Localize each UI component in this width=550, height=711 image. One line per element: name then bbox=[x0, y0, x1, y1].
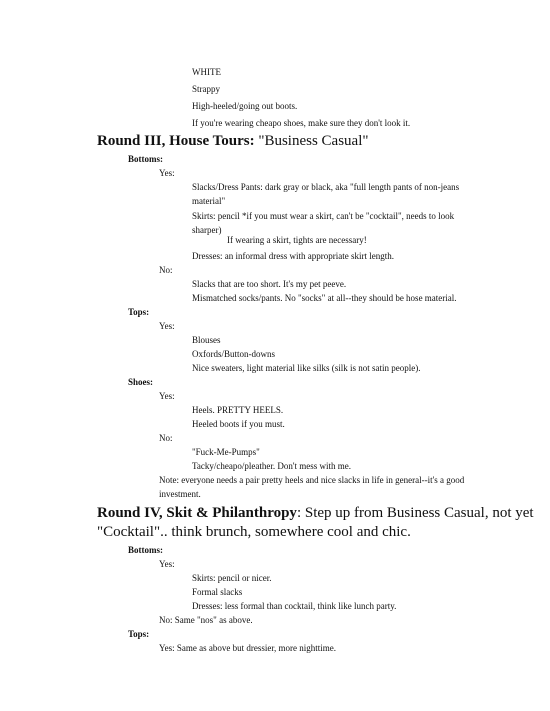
category-label-tops: Tops: bbox=[128, 307, 150, 317]
list-item: Oxfords/Button-downs bbox=[192, 349, 275, 359]
list-item: sharper) bbox=[192, 225, 222, 235]
yes-label: Yes: bbox=[159, 391, 175, 401]
no-line: No: Same "nos" as above. bbox=[159, 615, 253, 625]
list-item: Strappy bbox=[192, 84, 220, 94]
yes-line: Yes: Same as above but dressier, more nighttime. bbox=[159, 643, 336, 653]
no-label: No: bbox=[159, 433, 173, 443]
list-item: WHITE bbox=[192, 67, 221, 77]
yes-label: Yes: bbox=[159, 321, 175, 331]
note-text: investment. bbox=[159, 489, 201, 499]
heading-rest: : Step up from Business Casual, not yet bbox=[296, 505, 534, 521]
list-item: Heels. PRETTY HEELS. bbox=[192, 405, 284, 415]
list-item: Formal slacks bbox=[192, 587, 243, 597]
list-item: Blouses bbox=[192, 335, 221, 345]
list-item: Dresses: an informal dress with appropriate skirt length. bbox=[192, 251, 394, 261]
list-item: "Fuck-Me-Pumps" bbox=[192, 447, 260, 457]
note-text: Note: everyone needs a pair pretty heels and nice slacks in life in general--it's a good bbox=[159, 475, 465, 485]
list-item: Slacks/Dress Pants: dark gray or black, aka "full length pants of non-jeans bbox=[192, 182, 460, 192]
list-item: Skirts: pencil or nicer. bbox=[192, 573, 272, 583]
list-item: Slacks that are too short. It's my pet peeve. bbox=[192, 279, 347, 289]
section-heading-round-4 bbox=[97, 504, 534, 523]
list-item: Mismatched socks/pants. No "socks" at all--they should be hose material. bbox=[192, 293, 457, 303]
category-label-shoes: Shoes: bbox=[128, 377, 154, 387]
heading-rest: "Business Casual" bbox=[254, 133, 369, 149]
list-item: High-heeled/going out boots. bbox=[192, 101, 298, 111]
list-item: Heeled boots if you must. bbox=[192, 419, 285, 429]
list-item: Nice sweaters, light material like silks (silk is not satin people). bbox=[192, 363, 421, 373]
category-label-bottoms: Bottoms: bbox=[128, 154, 163, 164]
list-item: If you're wearing cheapo shoes, make sure they don't look it. bbox=[192, 118, 411, 128]
heading-bold: Round IV, Skit & Philanthropy bbox=[97, 505, 297, 521]
yes-label: Yes: bbox=[159, 168, 175, 178]
list-item: Tacky/cheapo/pleather. Don't mess with me. bbox=[192, 461, 351, 471]
category-label-tops: Tops: bbox=[128, 629, 150, 639]
section-heading-round-4-line-2: "Cocktail".. think brunch, somewhere cool and chic. bbox=[97, 524, 411, 540]
no-label: No: bbox=[159, 265, 173, 275]
list-item: Dresses: less formal than cocktail, think like lunch party. bbox=[192, 601, 397, 611]
category-label-bottoms: Bottoms: bbox=[128, 545, 163, 555]
yes-label: Yes: bbox=[159, 559, 175, 569]
list-item: If wearing a skirt, tights are necessary! bbox=[227, 235, 367, 245]
heading-bold: Round III, House Tours: bbox=[97, 133, 255, 149]
section-heading-round-3 bbox=[97, 132, 369, 151]
list-item: material" bbox=[192, 196, 226, 206]
list-item: Skirts: pencil *if you must wear a skirt, can't be "cocktail", needs to look bbox=[192, 211, 455, 221]
